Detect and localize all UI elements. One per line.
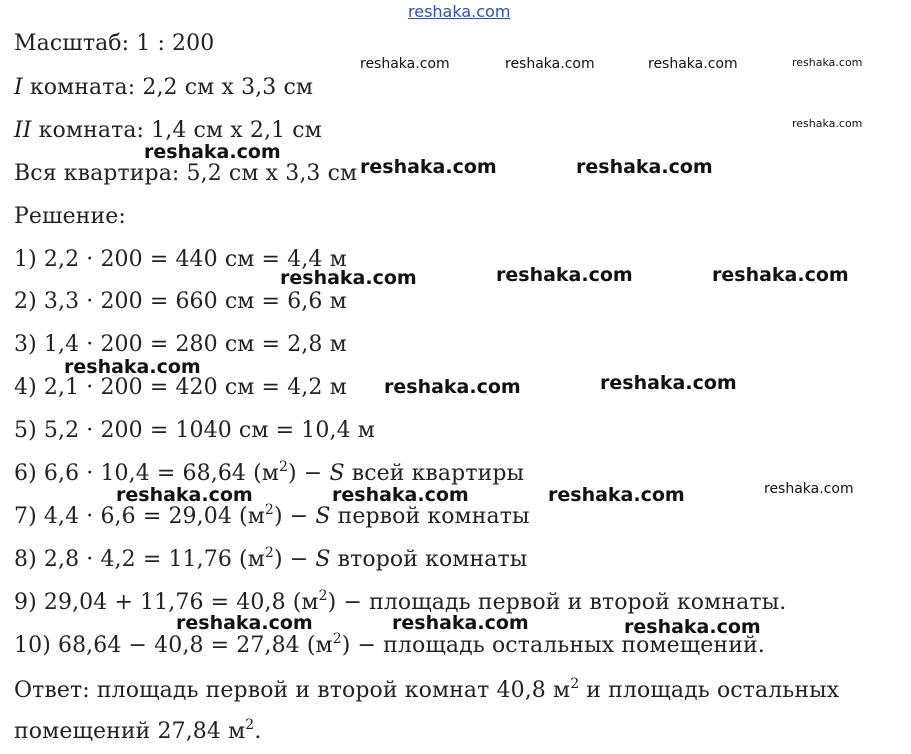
room1-text: комната: 2,2 см х 3,3 см — [22, 75, 314, 100]
step-7-b: ) − — [273, 504, 316, 529]
answer-1-a: Ответ: площадь первой и второй комнат 40,8 м — [14, 678, 571, 703]
step-8-s: S — [315, 547, 331, 572]
watermark: reshaka.com — [64, 356, 201, 378]
step-4: 4) 2,1 · 200 = 420 см = 4,2 м — [14, 375, 347, 400]
watermark: reshaka.com — [764, 481, 854, 497]
step-6-b: ) − — [288, 461, 330, 486]
watermark: reshaka.com — [360, 56, 450, 72]
watermark: reshaka.com — [624, 616, 761, 638]
watermark: reshaka.com — [548, 484, 685, 506]
watermark: reshaka.com — [712, 264, 849, 286]
answer-2-b: . — [254, 719, 262, 744]
answer-2-a: помещений 27,84 м — [14, 719, 246, 744]
watermark: reshaka.com — [360, 156, 497, 178]
answer-line-2 — [14, 718, 261, 746]
answer-line-1 — [14, 677, 839, 705]
step-6-s: S — [329, 461, 345, 486]
watermark: reshaka.com — [792, 117, 863, 130]
step-8-a: 8) 2,8 · 4,2 = 11,76 (м — [14, 547, 265, 572]
step-7-a: 7) 4,4 · 6,6 = 29,04 (м — [14, 504, 265, 529]
step-8 — [14, 546, 527, 574]
step-7-c: первой комнаты — [330, 504, 530, 529]
step-9-sup: 2 — [318, 588, 328, 604]
step-7-sup: 2 — [264, 502, 274, 518]
watermark: reshaka.com — [392, 612, 529, 634]
step-9-a: 9) 29,04 + 11,76 = 40,8 (м — [14, 590, 319, 615]
step-9-b: ) − площадь первой и второй комнаты. — [327, 590, 787, 615]
header-watermark: reshaka.com — [408, 2, 511, 21]
step-2: 2) 3,3 · 200 = 660 см = 6,6 м — [14, 289, 347, 314]
watermark: reshaka.com — [648, 56, 738, 72]
step-7 — [14, 503, 530, 531]
watermark: reshaka.com — [600, 372, 737, 394]
step-10-sup: 2 — [332, 631, 342, 647]
room2-text: комната: 1,4 см х 2,1 см — [31, 118, 322, 143]
step-10-b: ) − площадь остальных помещений. — [341, 633, 765, 658]
answer-1-b: и площадь остальных — [579, 678, 840, 703]
step-8-b: ) − — [273, 547, 316, 572]
answer-2-sup: 2 — [245, 717, 255, 733]
step-3: 3) 1,4 · 200 = 280 см = 2,8 м — [14, 332, 347, 357]
step-7-s: S — [315, 504, 331, 529]
watermark: reshaka.com — [792, 56, 863, 69]
step-10-a: 10) 68,64 − 40,8 = 27,84 (м — [14, 633, 333, 658]
solution-heading: Решение: — [14, 204, 126, 229]
step-6-sup: 2 — [279, 459, 289, 475]
room1-line — [14, 74, 313, 102]
scale-line: Масштаб: 1 : 200 — [14, 31, 215, 56]
room2-roman: II — [14, 118, 32, 143]
step-1: 1) 2,2 · 200 = 440 см = 4,4 м — [14, 247, 347, 272]
watermark: reshaka.com — [176, 612, 313, 634]
room1-roman: I — [14, 75, 23, 100]
watermark: reshaka.com — [496, 264, 633, 286]
watermark: reshaka.com — [144, 141, 281, 163]
watermark: reshaka.com — [576, 156, 713, 178]
step-5: 5) 5,2 · 200 = 1040 см = 10,4 м — [14, 418, 375, 443]
watermark: reshaka.com — [332, 484, 469, 506]
step-6-c: всей квартиры — [344, 461, 525, 486]
watermark: reshaka.com — [116, 484, 253, 506]
watermark: reshaka.com — [505, 56, 595, 72]
watermark: reshaka.com — [280, 267, 417, 289]
apartment-line: Вся квартира: 5,2 см х 3,3 см — [14, 161, 358, 186]
answer-1-sup: 2 — [570, 676, 580, 692]
step-8-c: второй комнаты — [330, 547, 528, 572]
watermark: reshaka.com — [384, 376, 521, 398]
step-6-a: 6) 6,6 · 10,4 = 68,64 (м — [14, 461, 280, 486]
step-8-sup: 2 — [264, 545, 274, 561]
